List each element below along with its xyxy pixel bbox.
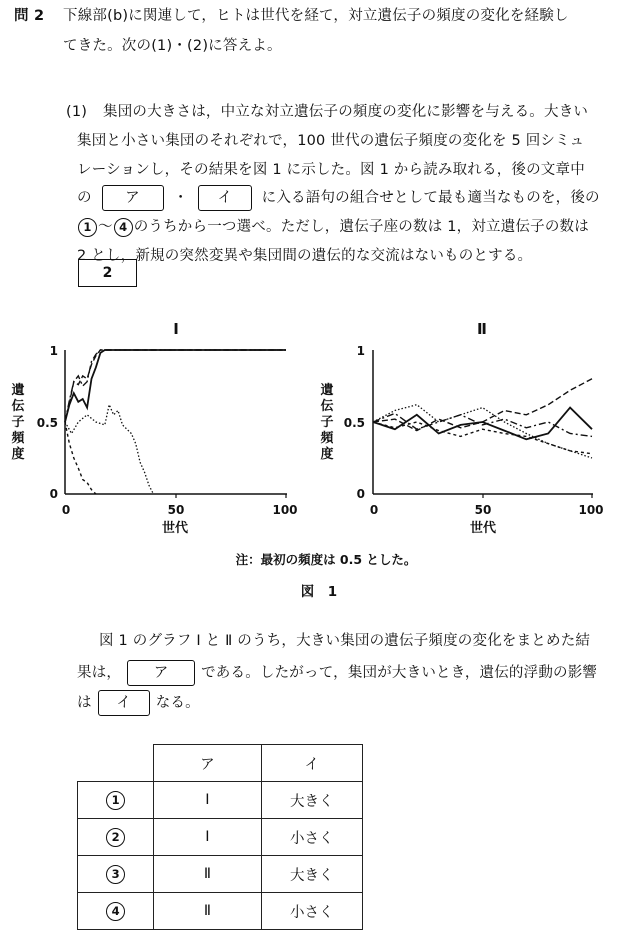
option-b-value: 大きく (261, 782, 362, 819)
svg-text:伝: 伝 (11, 399, 25, 414)
svg-text:伝: 伝 (320, 399, 334, 414)
option-cell (78, 819, 154, 856)
sub-question-line-6: 2 とし，新規の突然変異や集団間の遺伝的な交流はないものとする。 (77, 248, 533, 264)
svg-text:度: 度 (320, 447, 334, 462)
option-cell (78, 856, 154, 893)
graph-2-xtick-50: 50 (474, 503, 492, 517)
option-cell (78, 782, 154, 819)
table-row (78, 819, 363, 856)
graph-1-xlabel: 世代 (161, 521, 189, 536)
question-number: 問 2 (14, 8, 45, 24)
ytick-1: 1 (49, 344, 58, 358)
graph-2-xlabel: 世代 (469, 521, 497, 536)
question-line-1: 下線部(b)に関連して，ヒトは世代を経て，対立遺伝子の頻度の変化を経験し (63, 8, 569, 24)
option-a-value: Ⅰ (154, 819, 261, 856)
paragraph-line-3 (77, 689, 200, 718)
circled-number: 4 (106, 902, 125, 921)
svg-text:頻: 頻 (11, 431, 25, 446)
text-fragment: 〜 (98, 219, 113, 235)
ytick-0: 0 (356, 487, 365, 501)
option-a-value: Ⅰ (154, 782, 261, 819)
option-b-value: 小さく (261, 819, 362, 856)
text-fragment: に入る語句の組合せとして最も適当なものを，後の (261, 190, 600, 206)
graph-1-series-line-5 (65, 405, 153, 494)
graph-2-title: Ⅱ (477, 320, 487, 338)
blank-a-box: ア (127, 660, 195, 686)
graph-2-series-line-1 (373, 408, 592, 440)
table-row (78, 856, 363, 893)
option-a-value: Ⅱ (154, 893, 261, 930)
answer-table (77, 744, 363, 930)
circled-number: 3 (106, 865, 125, 884)
option-b-value: 大きく (261, 856, 362, 893)
svg-text:子: 子 (11, 415, 25, 430)
graph-2-plot (373, 379, 592, 458)
graph-2-xtick-100: 100 (578, 503, 604, 517)
graph-1-plot (65, 350, 286, 494)
graph-1-series-line-1 (65, 350, 286, 422)
circled-number: 4 (114, 218, 133, 237)
answer-number-box: 2 (78, 259, 137, 287)
text-fragment: は (77, 695, 92, 711)
text-fragment: である。したがって，集団が大きいとき，遺伝的浮動の影響 (201, 665, 598, 681)
text-fragment: の (77, 190, 92, 206)
question-line-2: てきた。次の(1)・(2)に答えよ。 (63, 38, 282, 54)
table-header-b: イ (261, 745, 362, 782)
graph-2-ylabel (320, 382, 333, 462)
figure-1 (0, 300, 638, 610)
graph-2-xtick-0: 0 (369, 503, 379, 517)
text-fragment: のうちから一つ選べ。ただし，遺伝子座の数は 1，対立遺伝子の数は (133, 219, 589, 235)
blank-a-box: ア (102, 185, 164, 211)
svg-text:遺: 遺 (11, 383, 25, 398)
text-fragment: ・ (173, 190, 189, 206)
graph-2-series-line-3 (373, 413, 592, 436)
table-row (78, 893, 363, 930)
table-row (78, 782, 363, 819)
svg-text:度: 度 (11, 447, 25, 462)
graph-2-series-line-4 (373, 422, 592, 454)
option-cell (78, 893, 154, 930)
circled-number: 2 (106, 828, 125, 847)
blank-b-box: イ (98, 690, 150, 716)
circled-number: 1 (78, 218, 97, 237)
sub-question-line-3: レーションし，その結果を図 1 に示した。図 1 から読み取れる，後の文章中 (77, 162, 585, 178)
option-b-value: 小さく (261, 893, 362, 930)
ytick-0.5: 0.5 (343, 416, 365, 430)
graph-2-series-line-5 (373, 405, 592, 458)
paragraph-line-2 (77, 659, 597, 688)
graph-1-series-line-4 (65, 422, 96, 494)
graph-1-xtick-100: 100 (272, 503, 298, 517)
graph-1-xtick-0: 0 (61, 503, 71, 517)
circled-number: 1 (106, 791, 125, 810)
ytick-0: 0 (49, 487, 58, 501)
sub-question-line-5 (77, 213, 589, 242)
figure-note: 注：最初の頻度は 0.5 とした。 (235, 552, 417, 567)
ytick-1: 1 (356, 344, 365, 358)
sub-question-line-2: 集団と小さい集団のそれぞれで，100 世代の遺伝子頻度の変化を 5 回シミュ (77, 133, 585, 149)
option-a-value: Ⅱ (154, 856, 261, 893)
ytick-0.5: 0.5 (36, 416, 58, 430)
paragraph-line-1: 図 1 のグラフ Ⅰ と Ⅱ のうち，大きい集団の遺伝子頻度の変化をまとめた結 (99, 633, 591, 649)
svg-text:頻: 頻 (320, 431, 334, 446)
table-header-empty (78, 745, 154, 782)
sub-question-number: (1) (66, 104, 88, 120)
text-fragment: なる。 (155, 695, 200, 711)
graph-1-title: Ⅰ (173, 320, 179, 338)
text-fragment: 果は， (77, 665, 122, 681)
sub-question-line-4 (77, 184, 600, 213)
svg-text:遺: 遺 (320, 383, 334, 398)
sub-question-line-1: 集団の大きさは，中立な対立遺伝子の頻度の変化に影響を与える。大きい (103, 104, 589, 120)
graph-1-ylabel (11, 382, 24, 462)
blank-b-box: イ (198, 185, 252, 211)
table-header-a: ア (154, 745, 261, 782)
svg-text:子: 子 (320, 415, 334, 430)
graph-1-xtick-50: 50 (167, 503, 185, 517)
table-header-row (78, 745, 363, 782)
figure-caption: 図 1 (300, 584, 338, 600)
